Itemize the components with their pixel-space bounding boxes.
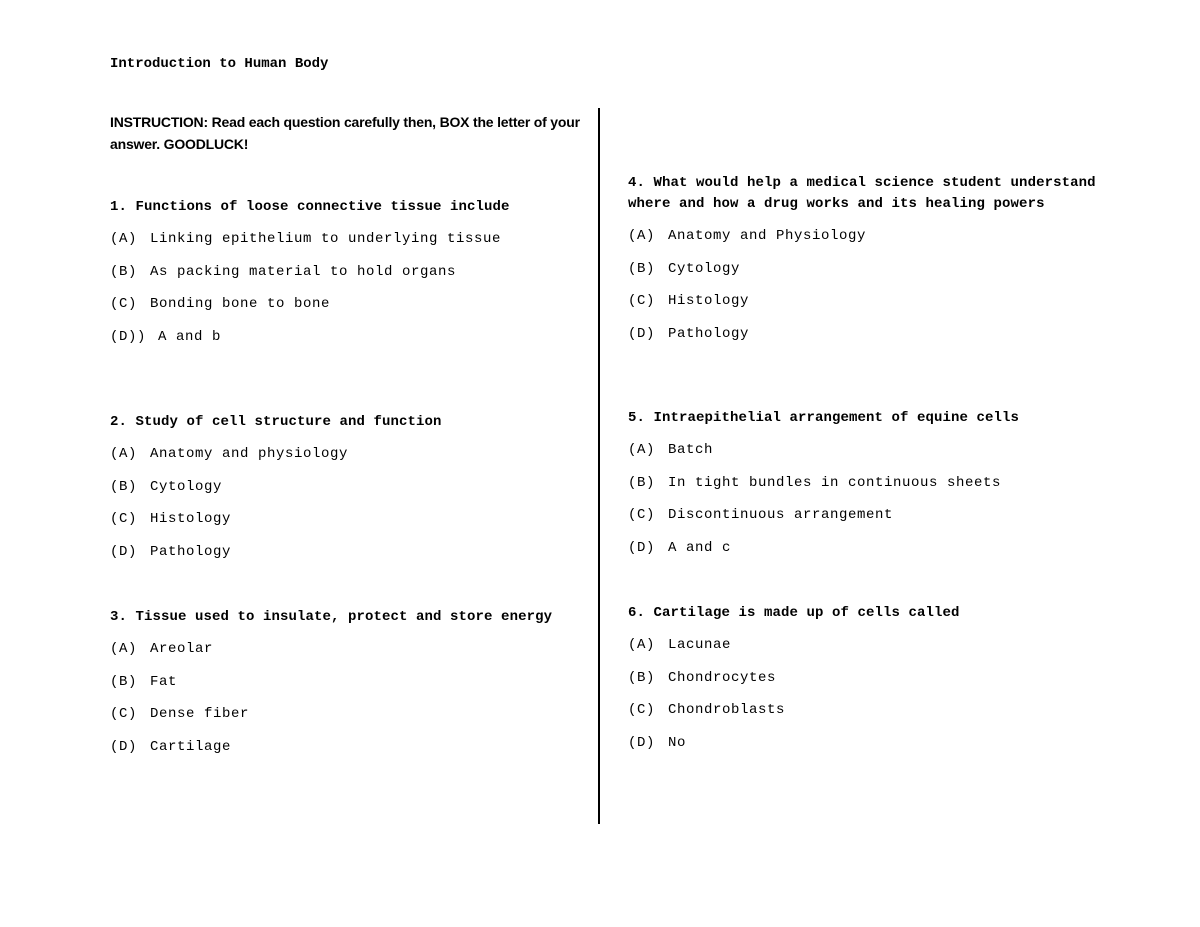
option-letter: (C) (110, 296, 138, 313)
option-letter: (C) (110, 511, 138, 528)
option-letter: (D) (628, 735, 656, 752)
instruction-text: INSTRUCTION: Read each question carefully then, BOX the letter of your answer. GOODLUCK! (110, 114, 580, 152)
question-text: 3. Tissue used to insulate, protect and store energy (110, 609, 553, 625)
answer-option-a[interactable] (110, 229, 580, 262)
option-letter: (C) (628, 507, 656, 524)
question-3 (110, 607, 580, 770)
option-text: Batch (668, 442, 714, 458)
answer-option-b[interactable] (110, 477, 580, 510)
option-letter: (A) (628, 637, 656, 653)
option-text: A and b (158, 329, 222, 346)
option-text: Chondroblasts (668, 702, 786, 719)
option-letter: (C) (110, 706, 138, 723)
option-letter: (D) (628, 540, 656, 557)
option-text: Bonding bone to bone (150, 296, 331, 313)
option-text: As packing material to hold organs (150, 263, 457, 280)
answer-option-d[interactable] (628, 733, 1098, 766)
option-text: Anatomy and physiology (150, 446, 349, 462)
question-text: 5. Intraepithelial arrangement of equine cells (628, 410, 1020, 426)
question-text: 1. Functions of loose connective tissue include (110, 199, 510, 215)
answer-option-a[interactable] (110, 639, 580, 672)
answer-option-a[interactable] (628, 635, 1098, 668)
option-text: A and c (668, 540, 732, 557)
answer-option-b[interactable] (110, 262, 580, 295)
option-letter: (B) (628, 474, 656, 491)
answer-option-c[interactable] (628, 700, 1098, 733)
answer-option-d[interactable] (628, 538, 1098, 571)
option-letter: (A) (110, 446, 138, 462)
option-letter: (B) (628, 260, 656, 277)
answer-option-c[interactable] (110, 294, 580, 327)
question-4 (628, 173, 1098, 357)
option-text: Histology (668, 293, 750, 310)
answer-option-d[interactable] (110, 542, 580, 575)
column-divider (598, 108, 600, 824)
answer-option-d[interactable] (628, 324, 1098, 357)
question-text: 2. Study of cell structure and function (110, 414, 442, 430)
answer-option-b[interactable] (628, 473, 1098, 506)
option-letter: (B) (628, 669, 656, 686)
option-text: Linking epithelium to underlying tissue (150, 231, 502, 247)
option-letter: (B) (110, 673, 138, 690)
option-text: Pathology (150, 544, 232, 561)
option-letter: (A) (628, 228, 656, 244)
answer-option-b[interactable] (110, 672, 580, 705)
option-text: Histology (150, 511, 232, 528)
option-letter: (D) (110, 739, 138, 756)
question-1 (110, 197, 580, 360)
option-letter: (C) (628, 702, 656, 719)
option-text: Cytology (668, 260, 741, 277)
answer-option-b[interactable] (628, 259, 1098, 292)
question-2 (110, 412, 580, 575)
option-letter: (A) (110, 641, 138, 657)
question-5 (628, 408, 1098, 571)
option-text: No (668, 735, 687, 752)
answer-option-c[interactable] (628, 505, 1098, 538)
option-text: Cytology (150, 478, 223, 495)
option-letter: (D) (628, 326, 656, 343)
option-text: In tight bundles in continuous sheets (668, 474, 1002, 491)
question-text: 4. What would help a medical science student understand where and how a drug works and its healing powers (628, 175, 1096, 212)
option-letter: (C) (628, 293, 656, 310)
answer-option-c[interactable] (628, 291, 1098, 324)
answer-option-d[interactable] (110, 327, 580, 360)
option-text: Anatomy and Physiology (668, 228, 867, 244)
answer-option-b[interactable] (628, 668, 1098, 701)
option-text: Pathology (668, 326, 750, 343)
option-letter: (D) (110, 544, 138, 561)
option-letter: (A) (110, 231, 138, 247)
answer-option-d[interactable] (110, 737, 580, 770)
option-text: Discontinuous arrangement (668, 507, 894, 524)
answer-option-c[interactable] (110, 704, 580, 737)
option-text: Fat (150, 673, 178, 690)
option-text: Chondrocytes (668, 669, 777, 686)
option-text: Cartilage (150, 739, 232, 756)
option-letter: (B) (110, 478, 138, 495)
option-text: Dense fiber (150, 706, 250, 723)
option-text: Lacunae (668, 637, 732, 653)
question-6 (628, 603, 1098, 766)
option-letter: (A) (628, 442, 656, 458)
option-text: Areolar (150, 641, 214, 657)
answer-option-a[interactable] (110, 444, 580, 477)
document-title: Introduction to Human Body (110, 56, 329, 72)
question-text: 6. Cartilage is made up of cells called (628, 605, 960, 621)
option-letter: (D)) (110, 329, 147, 346)
answer-option-c[interactable] (110, 509, 580, 542)
option-letter: (B) (110, 263, 138, 280)
answer-option-a[interactable] (628, 226, 1098, 259)
answer-option-a[interactable] (628, 440, 1098, 473)
